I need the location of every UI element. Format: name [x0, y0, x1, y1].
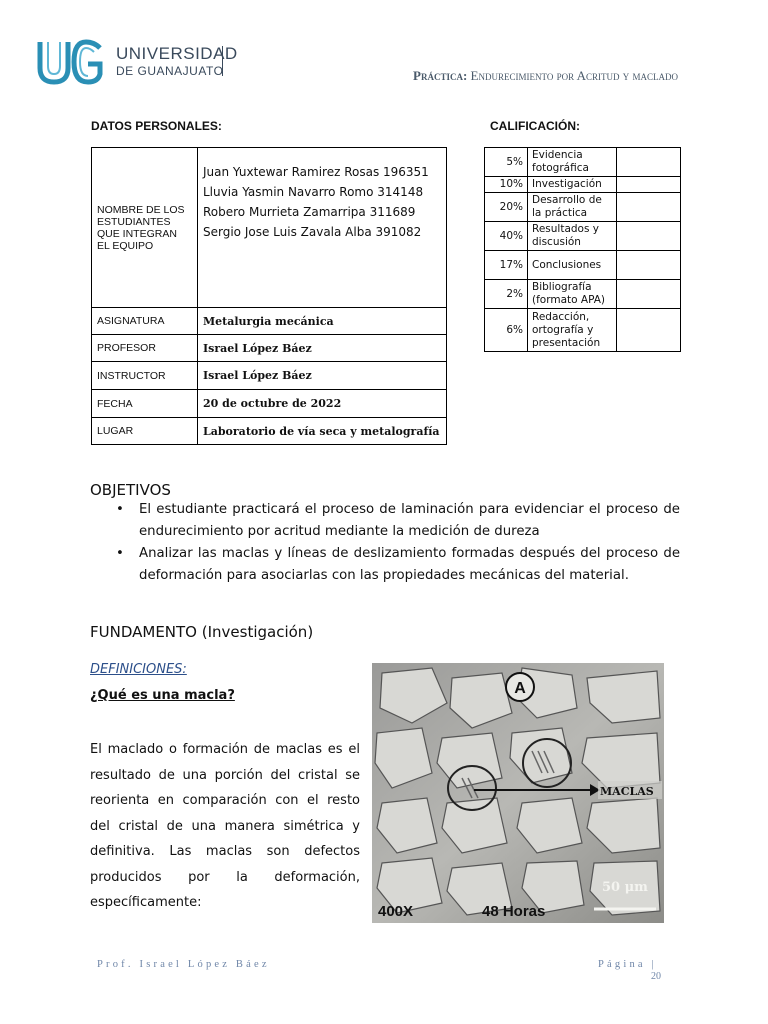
subject-label: ASIGNATURA — [92, 308, 198, 335]
date-value: 20 de octubre de 2022 — [198, 390, 447, 418]
grade-percent: 5% — [485, 148, 528, 177]
table-row — [92, 148, 447, 308]
students-label: NOMBRE DE LOS ESTUDIANTES QUE INTEGRAN EL EQUIPO — [92, 148, 198, 308]
grade-score-cell[interactable] — [617, 148, 681, 177]
time-label: 48 Horas — [482, 903, 546, 920]
grade-percent: 40% — [485, 222, 528, 251]
personal-data-table — [91, 147, 447, 445]
grade-percent: 20% — [485, 193, 528, 222]
practice-label: Práctica: — [413, 68, 468, 83]
university-name-line1: UNIVERSIDAD — [116, 44, 238, 63]
objectives-heading: OBJETIVOS — [90, 481, 171, 499]
objective-text: El estudiante practicará el proceso de laminación para evidenciar el proceso de endurecimiento por acritud mediante la medición de dureza — [139, 502, 680, 539]
definitions-label: DEFINICIONES: — [90, 662, 187, 677]
place-label: LUGAR — [92, 418, 198, 445]
grade-score-cell[interactable] — [617, 222, 681, 251]
question-heading: ¿Qué es una macla? — [90, 688, 235, 703]
grade-score-cell[interactable] — [617, 177, 681, 193]
students-names — [198, 148, 447, 308]
grade-score-cell[interactable] — [617, 309, 681, 352]
grade-criterion: Evidencia fotográfica — [528, 148, 617, 177]
list-item — [112, 499, 680, 542]
footer-page-label: Página — [598, 959, 646, 970]
ug-logo-icon — [36, 38, 114, 86]
micrograph-svg — [372, 663, 664, 923]
student-name: Robero Murrieta Zamarripa 311689 — [203, 205, 416, 219]
practice-title: Endurecimiento por Acritud y maclado — [470, 68, 678, 83]
bullet-icon: • — [116, 502, 124, 517]
grade-criterion: Desarrollo de la práctica — [528, 193, 617, 222]
grade-percent: 6% — [485, 309, 528, 352]
grade-score-cell[interactable] — [617, 251, 681, 280]
grade-criterion: Conclusiones — [528, 251, 617, 280]
grade-criterion: Investigación — [528, 177, 617, 193]
personal-data-heading: DATOS PERSONALES: — [91, 119, 222, 133]
grade-score-cell[interactable] — [617, 280, 681, 309]
instructor-value: Israel López Báez — [198, 362, 447, 390]
grade-score-cell[interactable] — [617, 193, 681, 222]
table-row — [485, 309, 681, 352]
magnification-label: 400X — [378, 903, 414, 920]
objective-text: Analizar las maclas y líneas de deslizamiento formadas después del proceso de deformación para asociarlas con las propiedades mecánicas del material. — [139, 546, 680, 583]
list-item — [112, 543, 680, 586]
table-row — [92, 390, 447, 418]
table-row — [92, 362, 447, 390]
table-row — [485, 193, 681, 222]
objectives-list — [112, 499, 680, 587]
grade-percent: 17% — [485, 251, 528, 280]
grade-criterion: Bibliografía (formato APA) — [528, 280, 617, 309]
university-name-line2: DE GUANAJUATO — [116, 64, 224, 78]
table-row — [92, 308, 447, 335]
grade-percent: 2% — [485, 280, 528, 309]
practice-header — [413, 68, 678, 84]
footer-author: Prof. Israel López Báez — [97, 959, 270, 970]
panel-label: A — [514, 680, 526, 697]
professor-value: Israel López Báez — [198, 335, 447, 362]
footer-page — [598, 959, 657, 970]
arrow-label: MACLAS — [600, 785, 654, 798]
definition-paragraph: El maclado o formación de maclas es el resultado de una porción del cristal se reorienta en comparación con el resto del cristal de una manera simétrica y definitiva. Las maclas son defectos producidos por la deformación, específicamente: — [90, 742, 360, 910]
table-row — [92, 418, 447, 445]
table-row — [485, 280, 681, 309]
footer-separator: | — [651, 959, 657, 970]
grading-heading: CALIFICACIÓN: — [490, 119, 580, 133]
student-name: Sergio Jose Luis Zavala Alba 391082 — [203, 225, 422, 239]
grade-percent: 10% — [485, 177, 528, 193]
grade-criterion: Redacción, ortografía y presentación — [528, 309, 617, 352]
table-row — [92, 335, 447, 362]
student-name: Juan Yuxtewar Ramirez Rosas 196351 — [203, 165, 429, 179]
date-label: FECHA — [92, 390, 198, 418]
place-value: Laboratorio de vía seca y metalografía — [198, 418, 447, 445]
table-row — [485, 148, 681, 177]
instructor-label: INSTRUCTOR — [92, 362, 198, 390]
bullet-icon: • — [116, 546, 124, 561]
student-name: Lluvia Yasmin Navarro Romo 314148 — [203, 185, 424, 199]
grade-criterion: Resultados y discusión — [528, 222, 617, 251]
table-row — [485, 177, 681, 193]
grading-table — [484, 147, 681, 352]
footer-page-number: 20 — [651, 971, 661, 982]
micrograph-image — [372, 663, 664, 923]
fundamento-heading: FUNDAMENTO (Investigación) — [90, 623, 314, 641]
table-row — [485, 251, 681, 280]
professor-label: PROFESOR — [92, 335, 198, 362]
scale-label: 50 μm — [602, 880, 648, 895]
subject-value: Metalurgia mecánica — [198, 308, 447, 335]
table-row — [485, 222, 681, 251]
